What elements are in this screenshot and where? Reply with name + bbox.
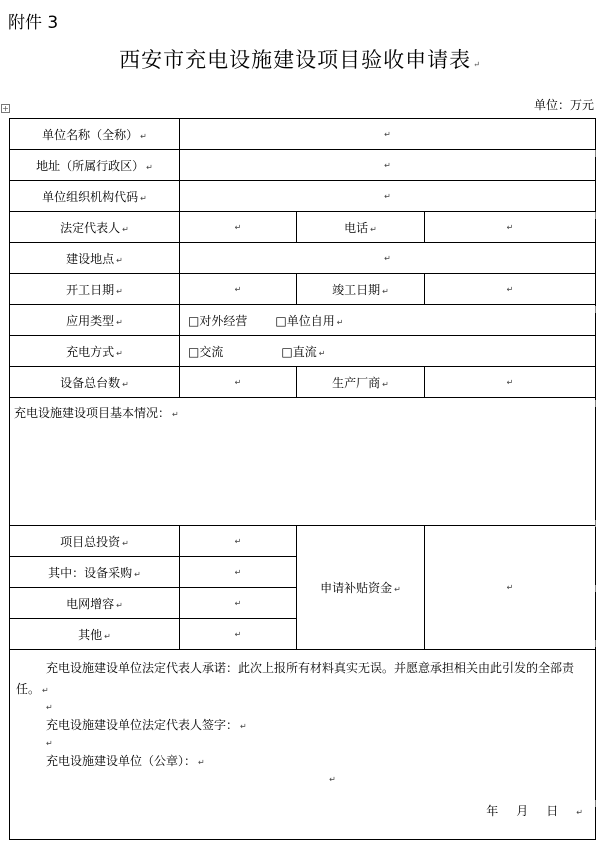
- row-legal-rep: [10, 212, 596, 243]
- label-charge-mode: 充电方式 ↵: [10, 336, 180, 367]
- label-device-total: 设备总台数 ↵: [10, 367, 180, 398]
- row-build-site: [10, 243, 596, 274]
- checkbox-icon: □: [188, 344, 200, 359]
- label-end-date: 竣工日期 ↵: [297, 274, 425, 305]
- date-month: 月: [516, 804, 529, 818]
- label-grid-expand: 电网增容 ↵: [10, 588, 180, 619]
- label-other: 其他 ↵: [10, 619, 180, 650]
- row-end-marker: [595, 212, 600, 219]
- row-end-marker: [595, 306, 600, 313]
- field-subsidy[interactable]: ↵: [425, 526, 596, 650]
- field-address[interactable]: ↵: [180, 150, 596, 181]
- row-end-marker: [595, 800, 600, 807]
- field-basic-info[interactable]: 充电设施建设项目基本情况： ↵: [10, 398, 596, 526]
- blank-line: ↵: [46, 739, 53, 748]
- row-org-code: [10, 181, 596, 212]
- row-total-invest: [10, 526, 596, 557]
- label-unit-name: 单位名称（全称） ↵: [10, 119, 180, 150]
- label-subsidy: 申请补贴资金 ↵: [297, 526, 425, 650]
- label-start-date: 开工日期 ↵: [10, 274, 180, 305]
- row-end-marker: [595, 520, 600, 527]
- pledge-signature: 充电设施建设单位法定代表人签字： ↵: [46, 718, 247, 732]
- row-end-marker: [595, 640, 600, 647]
- row-charge-mode: [10, 336, 596, 367]
- checkbox-dc[interactable]: □直流 ↵: [281, 344, 326, 359]
- field-legal-rep[interactable]: ↵: [180, 212, 297, 243]
- field-start-date[interactable]: ↵: [180, 274, 297, 305]
- page-title: 西安市充电设施建设项目验收申请表 ↵: [119, 48, 481, 72]
- row-pledge: [10, 650, 596, 840]
- label-address: 地址（所属行政区） ↵: [10, 150, 180, 181]
- checkbox-icon: □: [275, 313, 287, 328]
- label-build-site: 建设地点 ↵: [10, 243, 180, 274]
- charge-mode-options: [180, 336, 596, 367]
- field-equip-purchase[interactable]: ↵: [180, 557, 297, 588]
- row-address: [10, 150, 596, 181]
- row-unit-name: [10, 119, 596, 150]
- label-manufacturer: 生产厂商 ↵: [297, 367, 425, 398]
- row-end-marker: [595, 400, 600, 407]
- label-org-code: 单位组织机构代码 ↵: [10, 181, 180, 212]
- checkbox-external-operation[interactable]: □对外经营: [188, 313, 248, 328]
- pledge-section[interactable]: [10, 650, 596, 840]
- field-manufacturer[interactable]: ↵: [425, 367, 596, 398]
- checkbox-icon: □: [281, 344, 293, 359]
- label-app-type: 应用类型 ↵: [10, 305, 180, 336]
- pledge-commitment: 充电设施建设单位法定代表人承诺：此次上报所有材料真实无误。并愿意承担相关由此引发的全部责任。 ↵: [16, 661, 575, 696]
- field-phone[interactable]: ↵: [425, 212, 596, 243]
- row-end-marker: [595, 150, 600, 157]
- label-legal-rep: 法定代表人 ↵: [10, 212, 180, 243]
- field-build-site[interactable]: ↵: [180, 243, 596, 274]
- pledge-date: 年 月 日 ↵: [486, 804, 583, 818]
- checkbox-icon: □: [188, 313, 200, 328]
- checkbox-self-use[interactable]: □单位自用 ↵: [275, 313, 344, 328]
- date-year: 年: [486, 804, 499, 818]
- checkbox-ac[interactable]: □交流: [188, 344, 224, 359]
- field-device-total[interactable]: ↵: [180, 367, 297, 398]
- field-other[interactable]: ↵: [180, 619, 297, 650]
- label-phone: 电话 ↵: [297, 212, 425, 243]
- field-total-invest[interactable]: ↵: [180, 526, 297, 557]
- field-grid-expand[interactable]: ↵: [180, 588, 297, 619]
- label-total-invest: 项目总投资 ↵: [10, 526, 180, 557]
- field-unit-name[interactable]: ↵: [180, 119, 596, 150]
- field-org-code[interactable]: ↵: [180, 181, 596, 212]
- label-equip-purchase: 其中：设备采购 ↵: [10, 557, 180, 588]
- table-anchor-icon: +: [2, 104, 9, 113]
- application-form-table: [9, 118, 596, 840]
- row-app-type: [10, 305, 596, 336]
- date-day: 日: [546, 804, 559, 818]
- row-basic-info: [10, 398, 596, 526]
- row-dates: [10, 274, 596, 305]
- app-type-options: [180, 305, 596, 336]
- unit-label: 单位：万元: [533, 98, 594, 112]
- blank-line: ↵: [329, 775, 336, 784]
- pledge-seal: 充电设施建设单位（公章）： ↵: [46, 754, 205, 768]
- attachment-label: 附件 3: [8, 13, 59, 33]
- blank-line: ↵: [46, 703, 53, 712]
- field-end-date[interactable]: ↵: [425, 274, 596, 305]
- row-end-marker: [595, 585, 600, 592]
- row-devices: [10, 367, 596, 398]
